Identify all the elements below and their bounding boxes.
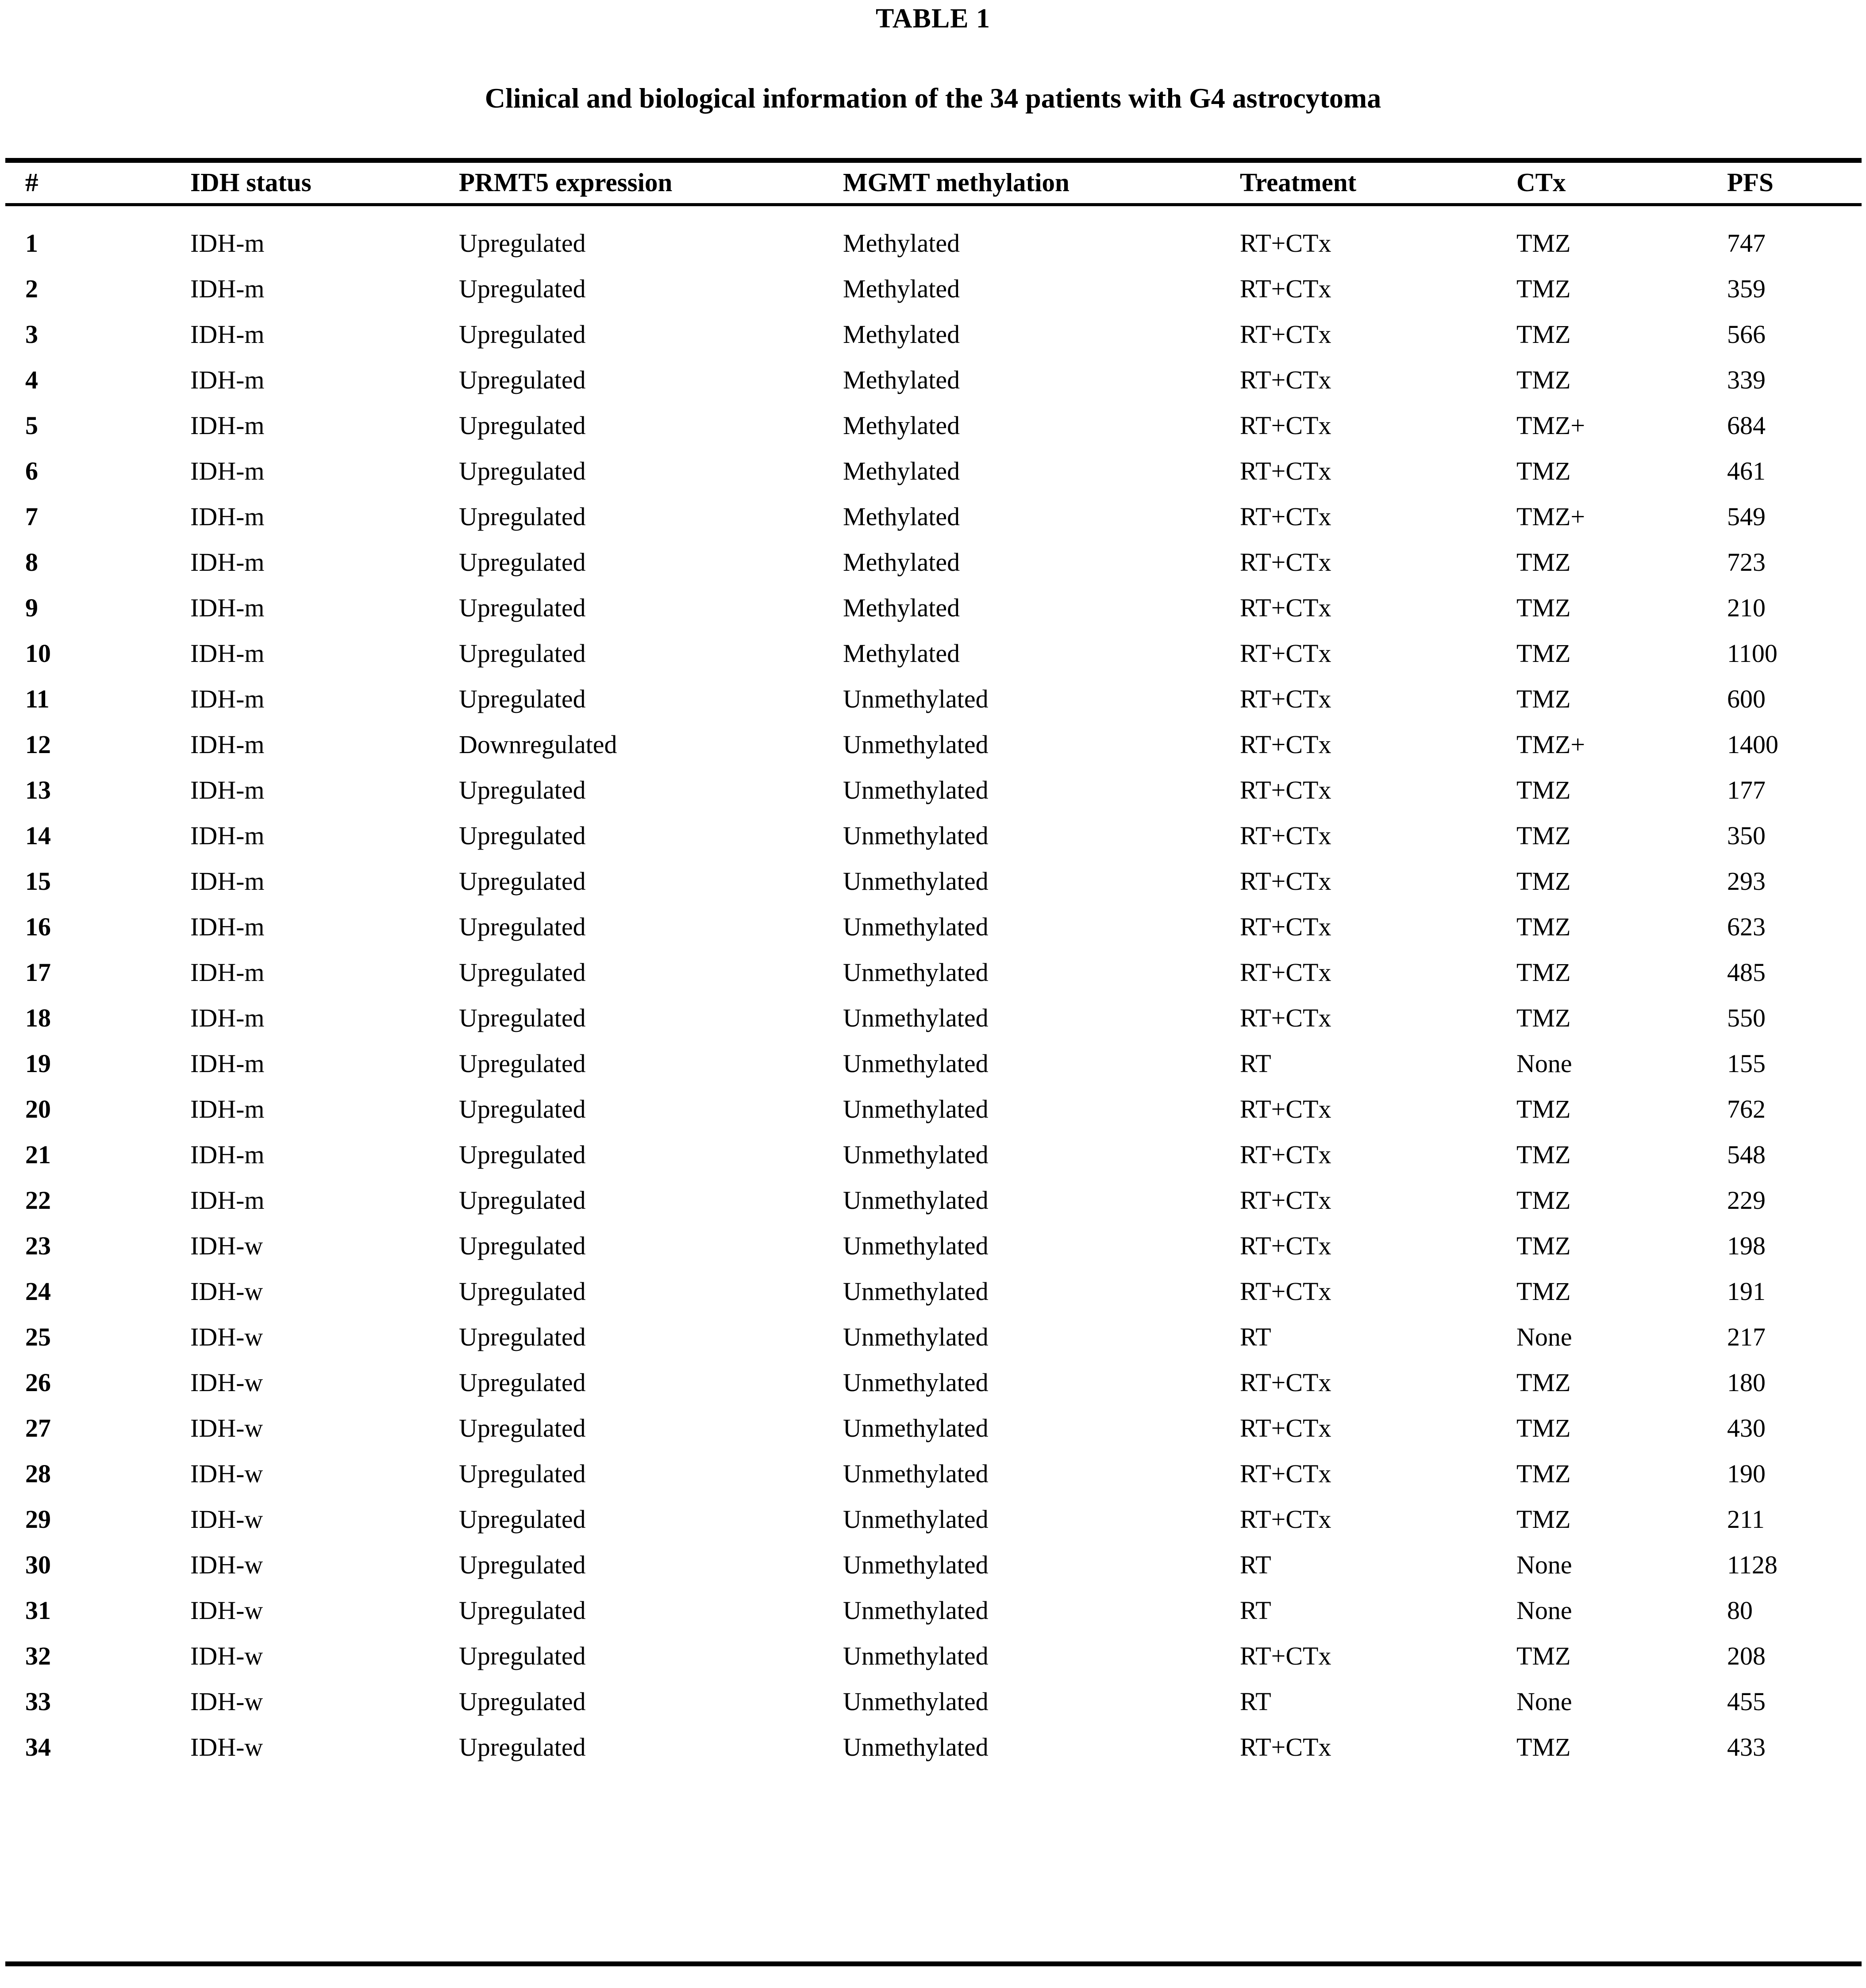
- cell-mgmt: Unmethylated: [843, 1505, 989, 1534]
- cell-idh: IDH-m: [190, 730, 265, 759]
- table-row: [0, 1177, 1866, 1223]
- cell-ctx: TMZ: [1516, 320, 1571, 349]
- cell-prmt: Upregulated: [459, 1323, 586, 1351]
- table-row: [0, 1360, 1866, 1405]
- cell-mgmt: Methylated: [843, 593, 960, 622]
- cell-idh: IDH-w: [190, 1733, 263, 1761]
- cell-trt: RT+CTx: [1240, 958, 1331, 987]
- cell-prmt: Upregulated: [459, 867, 586, 896]
- cell-idh: IDH-m: [190, 229, 265, 258]
- table-row: [0, 858, 1866, 904]
- cell-trt: RT+CTx: [1240, 1277, 1331, 1306]
- table-header: [0, 160, 1866, 204]
- cell-idh: IDH-m: [190, 457, 265, 485]
- cell-idh: IDH-w: [190, 1642, 263, 1670]
- cell-trt: RT: [1240, 1323, 1271, 1351]
- cell-mgmt: Unmethylated: [843, 821, 989, 850]
- cell-prmt: Upregulated: [459, 639, 586, 668]
- cell-num: 8: [25, 548, 38, 577]
- cell-prmt: Upregulated: [459, 1596, 586, 1625]
- cell-num: 32: [25, 1642, 51, 1670]
- cell-num: 4: [25, 365, 38, 394]
- cell-mgmt: Methylated: [843, 639, 960, 668]
- cell-pfs: 191: [1727, 1277, 1766, 1306]
- cell-trt: RT: [1240, 1049, 1271, 1078]
- cell-mgmt: Unmethylated: [843, 776, 989, 804]
- cell-idh: IDH-m: [190, 411, 265, 440]
- cell-mgmt: Methylated: [843, 457, 960, 485]
- cell-idh: IDH-m: [190, 502, 265, 531]
- cell-ctx: TMZ: [1516, 684, 1571, 713]
- cell-idh: IDH-m: [190, 684, 265, 713]
- cell-mgmt: Unmethylated: [843, 912, 989, 941]
- table-number-label: TABLE 1: [875, 4, 991, 34]
- cell-prmt: Upregulated: [459, 593, 586, 622]
- cell-pfs: 210: [1727, 593, 1766, 622]
- cell-pfs: 190: [1727, 1459, 1766, 1488]
- cell-ctx: TMZ: [1516, 867, 1571, 896]
- cell-trt: RT+CTx: [1240, 365, 1331, 394]
- column-header-pfs: PFS: [1727, 168, 1774, 197]
- cell-idh: IDH-w: [190, 1459, 263, 1488]
- table-row: [0, 631, 1866, 676]
- cell-mgmt: Unmethylated: [843, 1323, 989, 1351]
- cell-num: 14: [25, 821, 51, 850]
- cell-pfs: 293: [1727, 867, 1766, 896]
- cell-prmt: Upregulated: [459, 1505, 586, 1534]
- table-row: [0, 904, 1866, 950]
- table-row: [0, 722, 1866, 767]
- cell-ctx: TMZ: [1516, 1733, 1571, 1761]
- table-header-row: [0, 160, 1866, 204]
- cell-prmt: Upregulated: [459, 776, 586, 804]
- cell-num: 24: [25, 1277, 51, 1306]
- cell-num: 12: [25, 730, 51, 759]
- table-row: [0, 1542, 1866, 1588]
- cell-num: 9: [25, 593, 38, 622]
- cell-prmt: Upregulated: [459, 1140, 586, 1169]
- table-row: [0, 1496, 1866, 1542]
- table-row: [0, 1451, 1866, 1496]
- cell-mgmt: Unmethylated: [843, 1687, 989, 1716]
- column-header-mgmt-methylation: MGMT methylation: [843, 168, 1070, 197]
- cell-trt: RT: [1240, 1687, 1271, 1716]
- cell-num: 1: [25, 229, 38, 258]
- cell-ctx: TMZ: [1516, 1277, 1571, 1306]
- cell-prmt: Downregulated: [459, 730, 617, 759]
- cell-idh: IDH-w: [190, 1277, 263, 1306]
- table-row: [0, 1132, 1866, 1177]
- cell-num: 25: [25, 1323, 51, 1351]
- cell-trt: RT+CTx: [1240, 912, 1331, 941]
- cell-idh: IDH-m: [190, 365, 265, 394]
- cell-idh: IDH-m: [190, 912, 265, 941]
- cell-num: 16: [25, 912, 51, 941]
- cell-trt: RT+CTx: [1240, 1414, 1331, 1442]
- table-row: [0, 1269, 1866, 1314]
- cell-pfs: 723: [1727, 548, 1766, 577]
- cell-pfs: 762: [1727, 1095, 1766, 1123]
- cell-idh: IDH-w: [190, 1231, 263, 1260]
- cell-prmt: Upregulated: [459, 1550, 586, 1579]
- cell-pfs: 80: [1727, 1596, 1753, 1625]
- column-header-ctx: CTx: [1516, 168, 1566, 197]
- cell-prmt: Upregulated: [459, 457, 586, 485]
- cell-ctx: TMZ: [1516, 1186, 1571, 1215]
- cell-prmt: Upregulated: [459, 1642, 586, 1670]
- cell-idh: IDH-w: [190, 1687, 263, 1716]
- cell-prmt: Upregulated: [459, 1277, 586, 1306]
- table-row: [0, 676, 1866, 722]
- cell-mgmt: Unmethylated: [843, 1642, 989, 1670]
- cell-ctx: TMZ: [1516, 1004, 1571, 1032]
- cell-idh: IDH-m: [190, 548, 265, 577]
- cell-pfs: 1400: [1727, 730, 1778, 759]
- cell-pfs: 211: [1727, 1505, 1765, 1534]
- cell-pfs: 208: [1727, 1642, 1766, 1670]
- cell-trt: RT+CTx: [1240, 411, 1331, 440]
- cell-pfs: 359: [1727, 274, 1766, 303]
- cell-trt: RT: [1240, 1550, 1271, 1579]
- cell-mgmt: Unmethylated: [843, 1277, 989, 1306]
- cell-num: 27: [25, 1414, 51, 1442]
- cell-mgmt: Methylated: [843, 229, 960, 258]
- cell-ctx: TMZ: [1516, 912, 1571, 941]
- cell-num: 20: [25, 1095, 51, 1123]
- cell-ctx: TMZ+: [1516, 730, 1585, 759]
- cell-ctx: TMZ: [1516, 1414, 1571, 1442]
- cell-ctx: TMZ: [1516, 1140, 1571, 1169]
- cell-prmt: Upregulated: [459, 1049, 586, 1078]
- cell-pfs: 180: [1727, 1368, 1766, 1397]
- cell-trt: RT+CTx: [1240, 821, 1331, 850]
- column-header-number: #: [25, 168, 38, 197]
- table-row: [0, 1314, 1866, 1360]
- table-row: [0, 995, 1866, 1041]
- cell-trt: RT+CTx: [1240, 593, 1331, 622]
- cell-mgmt: Unmethylated: [843, 1231, 989, 1260]
- cell-prmt: Upregulated: [459, 320, 586, 349]
- cell-num: 11: [25, 684, 50, 713]
- cell-ctx: TMZ: [1516, 958, 1571, 987]
- cell-idh: IDH-w: [190, 1596, 263, 1625]
- cell-mgmt: Unmethylated: [843, 1368, 989, 1397]
- cell-num: 33: [25, 1687, 51, 1716]
- cell-pfs: 461: [1727, 457, 1766, 485]
- cell-idh: IDH-m: [190, 1140, 265, 1169]
- table-row: [0, 1588, 1866, 1633]
- cell-pfs: 1100: [1727, 639, 1778, 668]
- cell-trt: RT+CTx: [1240, 1186, 1331, 1215]
- cell-prmt: Upregulated: [459, 821, 586, 850]
- cell-prmt: Upregulated: [459, 1231, 586, 1260]
- cell-trt: RT+CTx: [1240, 1459, 1331, 1488]
- cell-ctx: TMZ: [1516, 1505, 1571, 1534]
- column-header-prmt5-expression: PRMT5 expression: [459, 168, 673, 197]
- cell-trt: RT+CTx: [1240, 502, 1331, 531]
- cell-ctx: TMZ: [1516, 457, 1571, 485]
- cell-trt: RT+CTx: [1240, 457, 1331, 485]
- cell-trt: RT+CTx: [1240, 1368, 1331, 1397]
- cell-mgmt: Unmethylated: [843, 1186, 989, 1215]
- cell-num: 28: [25, 1459, 51, 1488]
- table-body: [0, 204, 1866, 1770]
- cell-trt: RT+CTx: [1240, 867, 1331, 896]
- cell-num: 15: [25, 867, 51, 896]
- cell-idh: IDH-w: [190, 1368, 263, 1397]
- cell-ctx: TMZ: [1516, 1459, 1571, 1488]
- cell-mgmt: Unmethylated: [843, 1049, 989, 1078]
- cell-idh: IDH-m: [190, 1004, 265, 1032]
- cell-mgmt: Unmethylated: [843, 1459, 989, 1488]
- cell-trt: RT+CTx: [1240, 730, 1331, 759]
- cell-mgmt: Unmethylated: [843, 1140, 989, 1169]
- cell-pfs: 684: [1727, 411, 1766, 440]
- cell-trt: RT+CTx: [1240, 1140, 1331, 1169]
- cell-trt: RT+CTx: [1240, 1642, 1331, 1670]
- cell-prmt: Upregulated: [459, 229, 586, 258]
- cell-mgmt: Unmethylated: [843, 958, 989, 987]
- cell-mgmt: Methylated: [843, 548, 960, 577]
- cell-mgmt: Unmethylated: [843, 867, 989, 896]
- cell-idh: IDH-m: [190, 958, 265, 987]
- table-row: [0, 311, 1866, 357]
- cell-num: 6: [25, 457, 38, 485]
- cell-idh: IDH-m: [190, 320, 265, 349]
- table-row: [0, 1086, 1866, 1132]
- cell-pfs: 747: [1727, 229, 1766, 258]
- cell-trt: RT+CTx: [1240, 1095, 1331, 1123]
- cell-pfs: 433: [1727, 1733, 1766, 1761]
- cell-ctx: TMZ: [1516, 1642, 1571, 1670]
- cell-ctx: TMZ: [1516, 639, 1571, 668]
- cell-ctx: TMZ: [1516, 1095, 1571, 1123]
- table-row: [0, 448, 1866, 494]
- cell-mgmt: Unmethylated: [843, 1414, 989, 1442]
- table-row: [0, 585, 1866, 631]
- cell-num: 17: [25, 958, 51, 987]
- cell-ctx: TMZ+: [1516, 411, 1585, 440]
- cell-idh: IDH-m: [190, 1186, 265, 1215]
- cell-idh: IDH-m: [190, 1095, 265, 1123]
- cell-num: 23: [25, 1231, 51, 1260]
- cell-pfs: 566: [1727, 320, 1766, 349]
- cell-ctx: TMZ: [1516, 548, 1571, 577]
- cell-num: 5: [25, 411, 38, 440]
- cell-pfs: 217: [1727, 1323, 1766, 1351]
- cell-trt: RT+CTx: [1240, 1004, 1331, 1032]
- cell-num: 26: [25, 1368, 51, 1397]
- cell-trt: RT+CTx: [1240, 684, 1331, 713]
- cell-prmt: Upregulated: [459, 365, 586, 394]
- cell-ctx: None: [1516, 1687, 1572, 1716]
- table-row: [0, 357, 1866, 403]
- cell-pfs: 177: [1727, 776, 1766, 804]
- table-caption: Clinical and biological information of the 34 patients with G4 astrocytoma: [485, 82, 1381, 114]
- cell-pfs: 600: [1727, 684, 1766, 713]
- cell-idh: IDH-w: [190, 1323, 263, 1351]
- cell-idh: IDH-m: [190, 867, 265, 896]
- cell-mgmt: Methylated: [843, 274, 960, 303]
- cell-num: 22: [25, 1186, 51, 1215]
- cell-num: 19: [25, 1049, 51, 1078]
- cell-pfs: 623: [1727, 912, 1766, 941]
- cell-trt: RT+CTx: [1240, 1733, 1331, 1761]
- table-row: [0, 539, 1866, 585]
- cell-prmt: Upregulated: [459, 548, 586, 577]
- cell-num: 3: [25, 320, 38, 349]
- cell-pfs: 430: [1727, 1414, 1766, 1442]
- cell-prmt: Upregulated: [459, 1186, 586, 1215]
- cell-num: 7: [25, 502, 38, 531]
- cell-mgmt: Unmethylated: [843, 684, 989, 713]
- cell-num: 29: [25, 1505, 51, 1534]
- cell-num: 30: [25, 1550, 51, 1579]
- column-header-idh-status: IDH status: [190, 168, 312, 197]
- table-row: [0, 1679, 1866, 1724]
- cell-ctx: TMZ: [1516, 365, 1571, 394]
- cell-prmt: Upregulated: [459, 1459, 586, 1488]
- cell-trt: RT+CTx: [1240, 1505, 1331, 1534]
- cell-prmt: Upregulated: [459, 1733, 586, 1761]
- column-header-treatment: Treatment: [1240, 168, 1357, 197]
- cell-num: 10: [25, 639, 51, 668]
- cell-pfs: 198: [1727, 1231, 1766, 1260]
- cell-mgmt: Methylated: [843, 411, 960, 440]
- cell-trt: RT+CTx: [1240, 1231, 1331, 1260]
- cell-pfs: 550: [1727, 1004, 1766, 1032]
- cell-idh: IDH-m: [190, 274, 265, 303]
- cell-prmt: Upregulated: [459, 1004, 586, 1032]
- cell-mgmt: Methylated: [843, 365, 960, 394]
- cell-prmt: Upregulated: [459, 1687, 586, 1716]
- patients-table: [0, 160, 1866, 1770]
- cell-ctx: TMZ: [1516, 229, 1571, 258]
- table-row: [0, 1405, 1866, 1451]
- cell-prmt: Upregulated: [459, 1368, 586, 1397]
- cell-idh: IDH-w: [190, 1414, 263, 1442]
- cell-idh: IDH-m: [190, 821, 265, 850]
- cell-pfs: 1128: [1727, 1550, 1778, 1579]
- cell-prmt: Upregulated: [459, 912, 586, 941]
- cell-pfs: 339: [1727, 365, 1766, 394]
- cell-prmt: Upregulated: [459, 684, 586, 713]
- table-row: [0, 813, 1866, 858]
- cell-prmt: Upregulated: [459, 502, 586, 531]
- cell-trt: RT+CTx: [1240, 639, 1331, 668]
- table-row: [0, 403, 1866, 448]
- cell-num: 2: [25, 274, 38, 303]
- cell-pfs: 350: [1727, 821, 1766, 850]
- table-row: [0, 204, 1866, 266]
- cell-prmt: Upregulated: [459, 958, 586, 987]
- cell-num: 18: [25, 1004, 51, 1032]
- cell-trt: RT+CTx: [1240, 274, 1331, 303]
- cell-trt: RT+CTx: [1240, 320, 1331, 349]
- cell-mgmt: Unmethylated: [843, 1095, 989, 1123]
- table-row: [0, 1633, 1866, 1679]
- cell-trt: RT: [1240, 1596, 1271, 1625]
- cell-ctx: None: [1516, 1049, 1572, 1078]
- cell-pfs: 548: [1727, 1140, 1766, 1169]
- cell-mgmt: Unmethylated: [843, 1004, 989, 1032]
- cell-ctx: None: [1516, 1550, 1572, 1579]
- table-row: [0, 950, 1866, 995]
- cell-trt: RT+CTx: [1240, 548, 1331, 577]
- cell-prmt: Upregulated: [459, 1095, 586, 1123]
- cell-prmt: Upregulated: [459, 411, 586, 440]
- cell-prmt: Upregulated: [459, 274, 586, 303]
- cell-idh: IDH-m: [190, 1049, 265, 1078]
- cell-prmt: Upregulated: [459, 1414, 586, 1442]
- cell-trt: RT+CTx: [1240, 229, 1331, 258]
- cell-pfs: 485: [1727, 958, 1766, 987]
- cell-mgmt: Methylated: [843, 320, 960, 349]
- table-row: [0, 1223, 1866, 1269]
- cell-pfs: 229: [1727, 1186, 1766, 1215]
- cell-mgmt: Unmethylated: [843, 1550, 989, 1579]
- cell-pfs: 549: [1727, 502, 1766, 531]
- cell-mgmt: Unmethylated: [843, 1596, 989, 1625]
- cell-ctx: None: [1516, 1596, 1572, 1625]
- table-bottom-rule: [5, 1961, 1862, 1966]
- cell-ctx: TMZ+: [1516, 502, 1585, 531]
- cell-ctx: TMZ: [1516, 821, 1571, 850]
- cell-num: 21: [25, 1140, 51, 1169]
- cell-mgmt: Unmethylated: [843, 1733, 989, 1761]
- cell-ctx: TMZ: [1516, 593, 1571, 622]
- cell-idh: IDH-m: [190, 593, 265, 622]
- cell-ctx: TMZ: [1516, 1368, 1571, 1397]
- cell-ctx: TMZ: [1516, 274, 1571, 303]
- cell-num: 34: [25, 1733, 51, 1761]
- cell-idh: IDH-w: [190, 1550, 263, 1579]
- cell-trt: RT+CTx: [1240, 776, 1331, 804]
- cell-pfs: 155: [1727, 1049, 1766, 1078]
- table-row: [0, 1041, 1866, 1086]
- cell-pfs: 455: [1727, 1687, 1766, 1716]
- table-row: [0, 1724, 1866, 1770]
- table-row: [0, 767, 1866, 813]
- cell-ctx: TMZ: [1516, 776, 1571, 804]
- cell-num: 31: [25, 1596, 51, 1625]
- table-row: [0, 494, 1866, 539]
- cell-idh: IDH-m: [190, 639, 265, 668]
- table-row: [0, 266, 1866, 311]
- cell-idh: IDH-w: [190, 1505, 263, 1534]
- cell-idh: IDH-m: [190, 776, 265, 804]
- cell-mgmt: Methylated: [843, 502, 960, 531]
- cell-num: 13: [25, 776, 51, 804]
- cell-mgmt: Unmethylated: [843, 730, 989, 759]
- cell-ctx: TMZ: [1516, 1231, 1571, 1260]
- cell-ctx: None: [1516, 1323, 1572, 1351]
